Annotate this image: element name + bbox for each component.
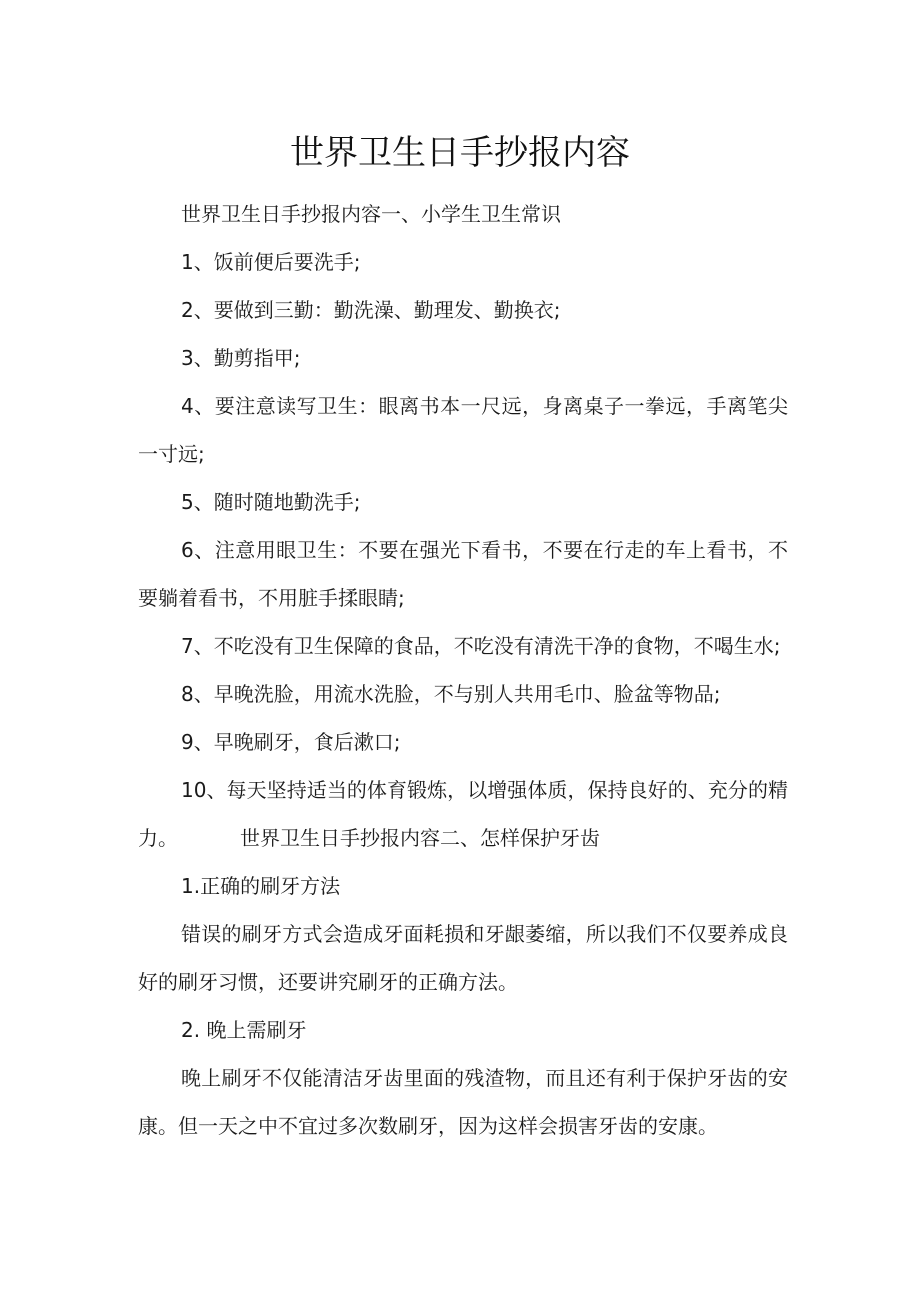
list-item: 5、随时随地勤洗手; [181, 490, 361, 514]
section-heading: 世界卫生日手抄报内容二、怎样保护牙齿 [240, 826, 600, 850]
section-heading: 世界卫生日手抄报内容一、小学生卫生常识 [181, 202, 561, 226]
list-item-with-section-heading [138, 766, 788, 862]
subsection-heading: 1.正确的刷牙方法 [181, 874, 341, 898]
document-title: 世界卫生日手抄报内容 [290, 133, 630, 173]
list-item: 7、不吃没有卫生保障的食品，不吃没有清洗干净的食物，不喝生水; [181, 634, 781, 658]
subsection-heading: 2. 晚上需刷牙 [181, 1018, 307, 1042]
subsection-body: 错误的刷牙方式会造成牙面耗损和牙龈萎缩，所以我们不仅要养成良好的刷牙习惯，还要讲究刷牙的正确方法。 [138, 922, 788, 994]
document-body [138, 190, 788, 1150]
list-item: 6、注意用眼卫生：不要在强光下看书，不要在行走的车上看书，不要躺着看书，不用脏手揉眼睛; [138, 538, 788, 610]
list-item: 1、饭前便后要洗手; [181, 250, 361, 274]
list-item: 8、早晚洗脸，用流水洗脸，不与别人共用毛巾、脸盆等物品; [181, 682, 721, 706]
subsection-body: 晚上刷牙不仅能清洁牙齿里面的残渣物，而且还有利于保护牙齿的安康。但一天之中不宜过多次数刷牙，因为这样会损害牙齿的安康。 [138, 1066, 788, 1138]
list-item: 2、要做到三勤：勤洗澡、勤理发、勤换衣; [181, 298, 561, 322]
list-item: 9、早晚刷牙，食后漱口; [181, 730, 401, 754]
list-item: 4、要注意读写卫生：眼离书本一尺远，身离桌子一拳远，手离笔尖一寸远; [138, 394, 788, 466]
list-item-text: 10、每天坚持适当的体育锻炼，以增强体质，保持良好的、充分的精力。 [138, 778, 788, 850]
list-item: 3、勤剪指甲; [181, 346, 301, 370]
